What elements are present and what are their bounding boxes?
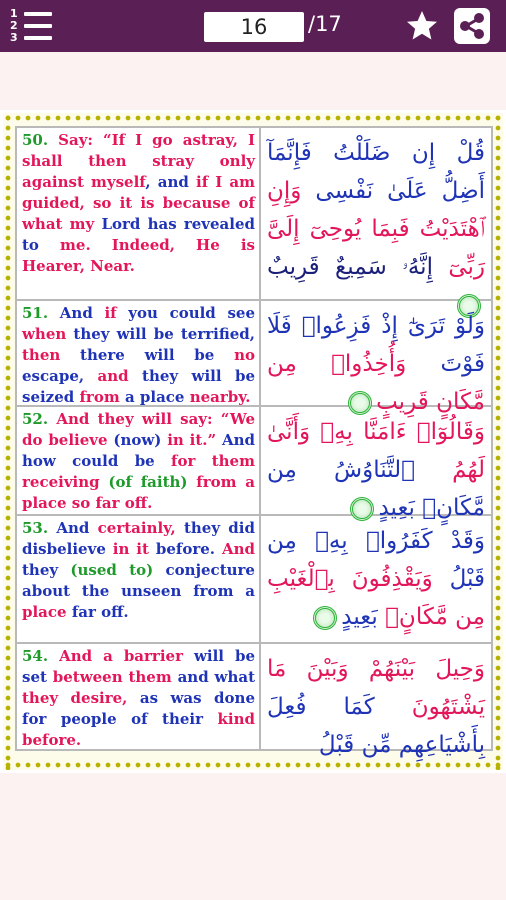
verse-text-segment: from a place so far off. [22, 473, 255, 512]
verse-text-segment: if I am guided, so it is because of what my [22, 173, 255, 233]
frame-border-top [3, 113, 503, 123]
verse-text-segment: when [22, 325, 74, 343]
verse-text-segment: certainly, [97, 519, 184, 537]
verse-text-segment: And [48, 519, 98, 537]
verse-text-segment: 52. [22, 410, 49, 428]
verse-text-segment: as was done for people of their [22, 689, 255, 728]
english-translation [17, 128, 261, 299]
verse-text-segment: وَيَقْذِفُونَ بِٱلْغَيْبِ مِن مَّكَانٍۭ [267, 566, 485, 630]
verse-text-segment: And they will say: “We do believe [22, 410, 255, 449]
verse-text-segment: كَمَا فُعِلَ بِأَشْيَاعِهِم مِّن قَبْلُ [267, 694, 485, 758]
verse-text-segment: وَحِيلَ بَيْنَهُمْ وَبَيْنَ مَا يَشْتَهُونَ [267, 656, 485, 720]
verse-text-segment: they did disbelieve [22, 519, 255, 558]
menu-number-2: 2 [10, 19, 18, 32]
verse-text-segment: a place [124, 388, 190, 406]
top-spacer [0, 52, 506, 110]
verse-row [17, 301, 491, 415]
verse-text-segment: before. [22, 731, 82, 749]
verse-text-segment: Say: “If I go astray, I shall then stray only against myself [22, 131, 255, 191]
verse-text-segment: And a barrier [48, 647, 194, 665]
verse-text-segment: And how could be [22, 431, 255, 470]
arabic-verse [263, 407, 491, 521]
verse-text-segment: they desire, [22, 689, 140, 707]
english-translation [17, 407, 261, 514]
verse-text-segment: 51. [22, 304, 49, 322]
verse-text-segment: إِنَّهُۥ سَمِيعٌ قَرِيبٌ [267, 254, 449, 280]
arabic-verse [263, 128, 491, 299]
verse-table [15, 126, 493, 758]
verse-text-segment: وَقَدْ كَفَرُوا۟ بِهِۦ مِن قَبْلُ [267, 528, 485, 592]
verse-text-segment: وَقَالُوٓا۟ ءَامَنَّا بِهِۦ وَأَنَّىٰ لَهُمُ [267, 419, 485, 483]
verse-text-segment: far off. [71, 603, 129, 621]
verse-text-segment: they will be seized [22, 367, 255, 406]
star-icon[interactable] [404, 8, 440, 44]
verse-text-segment: , and [145, 173, 196, 191]
frame-border-left [3, 113, 13, 770]
verse-text-segment: no [234, 346, 255, 364]
verse-text-segment: if [104, 304, 129, 322]
arabic-verse [263, 644, 491, 758]
verse-text-segment: and what [177, 668, 256, 686]
arabic-verse [263, 516, 491, 642]
verse-text-segment: they [22, 561, 71, 579]
verse-text-segment: conjecture about the unseen from a [22, 561, 255, 600]
verse-row [17, 128, 491, 301]
verse-text-segment: place [22, 603, 72, 621]
verse-text-segment: they will be terrified, [73, 325, 255, 343]
verse-text-segment: وَلَوْ تَرَىٰٓ إِذْ فَزِعُوا۟ فَلَا فَوْتَ [267, 313, 485, 377]
english-translation [17, 644, 261, 751]
share-icon[interactable] [454, 8, 490, 44]
bottom-spacer [0, 773, 506, 900]
frame-border-right [493, 113, 503, 770]
verse-end-marker-icon [313, 606, 337, 630]
menu-number-3: 3 [10, 31, 18, 44]
verse-text-segment: between them [52, 668, 178, 686]
verse-text-segment: before. [155, 540, 222, 558]
verse-text-segment: kind [217, 710, 255, 728]
verse-text-segment: وَأُخِذُوا۟ مِن مَّكَانٍ قَرِيبٍ [267, 351, 485, 415]
english-translation [17, 301, 261, 405]
verse-text-segment: you could see [128, 304, 255, 322]
verse-text-segment: will be set [22, 647, 255, 686]
verse-text-segment: (used to) [70, 561, 166, 579]
english-translation [17, 516, 261, 642]
verse-text-segment: in it [112, 540, 156, 558]
page-number-input[interactable]: 16 [204, 12, 304, 42]
verse-text-segment: ٱلتَّنَاوُشُ مِن مَّكَانٍۭ بَعِيدٍ [267, 457, 485, 521]
verse-text-segment: And [221, 540, 255, 558]
verse-text-segment: وَإِنِ ٱهْتَدَيْتُ فَبِمَا يُوحِىٓ إِلَىَّ رَبِّىٓ [267, 178, 485, 280]
menu-number-1: 1 [10, 7, 18, 20]
verse-text-segment: 54. [22, 647, 49, 665]
arabic-verse [263, 301, 491, 415]
verse-text-segment: me. Indeed, He is Hearer, Near. [22, 236, 256, 275]
verse-text-segment: there will be [80, 346, 235, 364]
top-bar [0, 0, 506, 52]
page-total: /17 [308, 12, 342, 36]
verse-text-segment: in it.” [167, 431, 222, 449]
verse-text-segment: 50. [22, 131, 49, 149]
verse-text-segment: then [22, 346, 81, 364]
verse-row [17, 407, 491, 521]
verse-text-segment: escape, [22, 367, 98, 385]
verse-text-segment: قُلْ إِن ضَلَلْتُ فَإِنَّمَآ أَضِلُّ عَلَىٰ نَفْسِى [267, 140, 485, 204]
verse-text-segment: and [97, 367, 143, 385]
verse-text-segment: (now) [113, 431, 168, 449]
verse-text-segment: for them receiving [22, 452, 255, 491]
verse-text-segment: And [48, 304, 105, 322]
verse-row [17, 644, 491, 758]
numbered-list-icon[interactable] [10, 8, 52, 44]
verse-row [17, 516, 491, 644]
verse-text-segment: بَعِيدٍ [341, 604, 386, 630]
verse-text-segment: (of faith) [108, 473, 197, 491]
verse-text-segment: 53. [22, 519, 49, 537]
verse-text-segment: Lord has revealed to [22, 215, 255, 254]
verse-text-segment: nearby. [189, 388, 251, 406]
verse-text-segment: from [79, 388, 125, 406]
